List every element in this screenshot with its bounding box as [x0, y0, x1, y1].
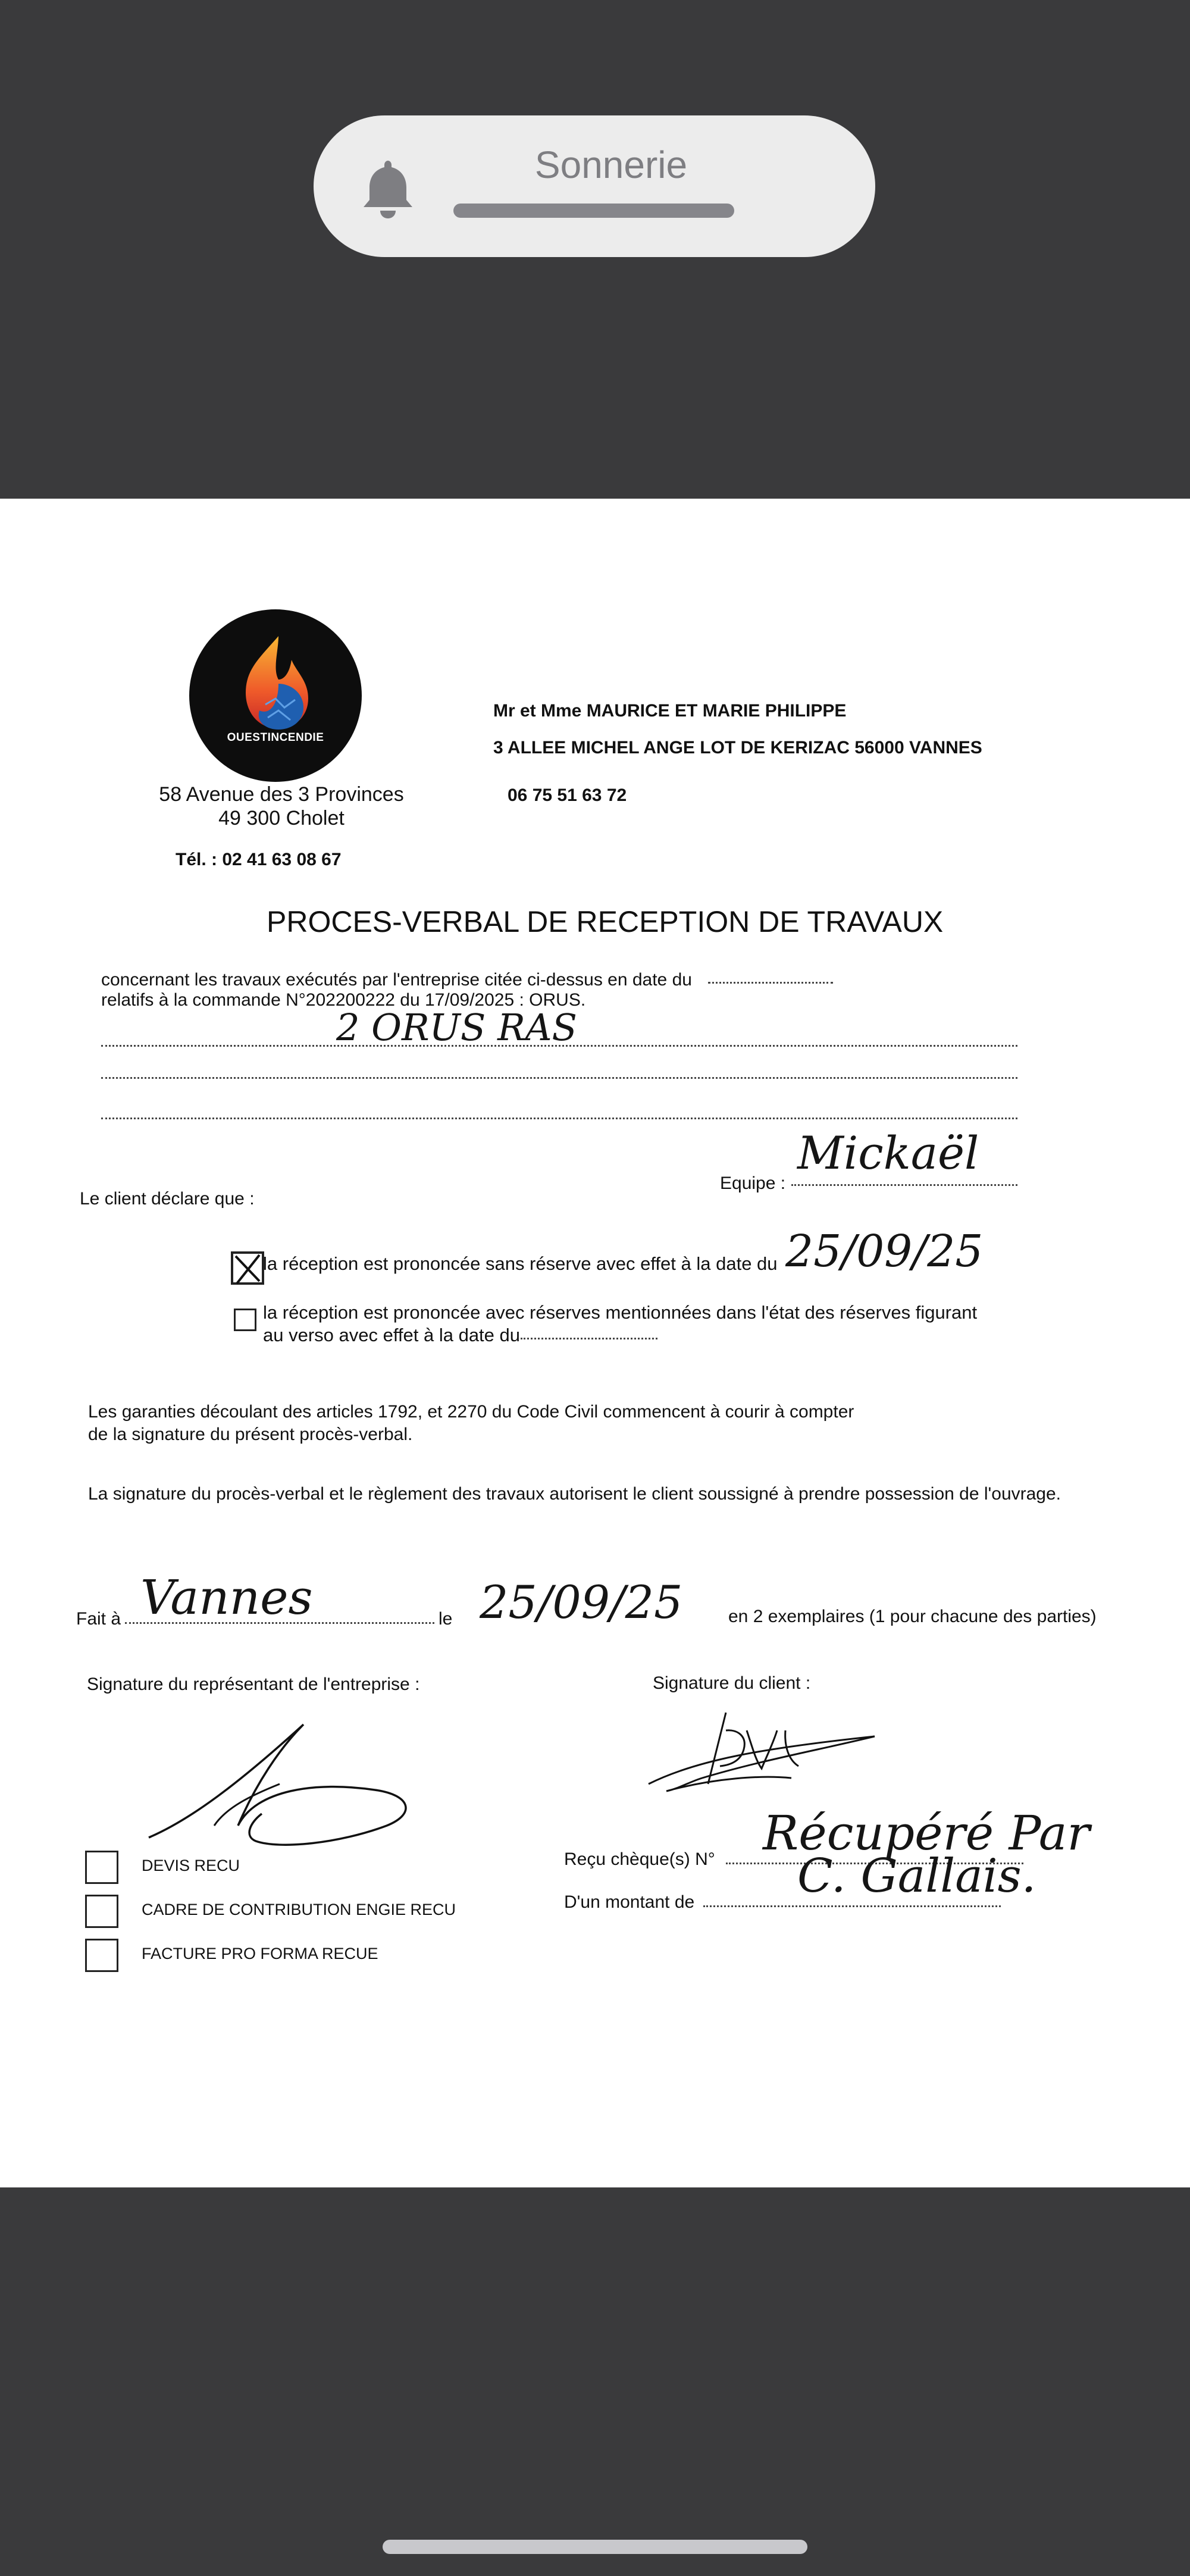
client-signature [643, 1695, 881, 1814]
checklist-label-cadre: CADRE DE CONTRIBUTION ENGIE RECU [142, 1901, 456, 1918]
company-address-line1: 58 Avenue des 3 Provinces [159, 783, 404, 806]
garanties-line1: Les garanties découlant des articles 1792, et 2270 du Code Civil commencent à courir à compter [88, 1402, 854, 1422]
possession-text: La signature du procès-verbal et le règlement des travaux autorisent le client soussigné à prendre possession de l'ouvrage. [88, 1484, 1061, 1504]
checkbox-devis-recu[interactable] [85, 1851, 118, 1884]
page-title: PROCES-VERBAL DE RECEPTION DE TRAVAUX [267, 905, 944, 938]
checkbox-cadre-contribution[interactable] [85, 1895, 118, 1928]
handwritten-works-note: 2 ORUS RAS [336, 1006, 578, 1049]
intro-line2: relatifs à la commande N°202200222 du 17/09/2025 : ORUS. [101, 990, 586, 1010]
fait-label: Fait à [76, 1609, 121, 1629]
option-sans-reserve-date: 25/09/25 [785, 1226, 984, 1277]
signature-company-label: Signature du représentant de l'entreprise : [87, 1674, 420, 1694]
logo-text: OUESTINCENDIE [227, 731, 324, 744]
ringer-volume-bar[interactable] [453, 204, 734, 218]
equipe-label: Equipe : [720, 1173, 786, 1193]
cheque-label: Reçu chèque(s) N° [564, 1849, 715, 1869]
client-address: 3 ALLEE MICHEL ANGE LOT DE KERIZAC 56000 VANNES [493, 738, 982, 758]
montant-label: D'un montant de [564, 1892, 695, 1912]
company-phone: Tél. : 02 41 63 08 67 [176, 850, 342, 869]
fait-place: Vannes [140, 1570, 313, 1625]
ringer-notification [314, 115, 875, 257]
checkbox-avec-reserves[interactable] [234, 1309, 256, 1331]
option-avec-reserves-text-line2: au verso avec effet à la date du [263, 1325, 521, 1345]
le-label: le [439, 1609, 453, 1629]
client-name: Mr et Mme MAURICE ET MARIE PHILIPPE [493, 701, 847, 721]
bell-icon [355, 156, 421, 221]
check-mark-icon [231, 1251, 264, 1285]
option-sans-reserve-text: la réception est prononcée sans réserve avec effet à la date du [263, 1253, 778, 1274]
checklist-label-facture: FACTURE PRO FORMA RECUE [142, 1945, 378, 1962]
home-indicator[interactable] [383, 2540, 807, 2554]
signature-client-label: Signature du client : [653, 1673, 811, 1693]
client-phone: 06 75 51 63 72 [508, 785, 627, 805]
client-declare-label: Le client déclare que : [80, 1189, 255, 1209]
ringer-title: Sonnerie [534, 143, 688, 186]
equipe-value: Mickaël [797, 1126, 979, 1179]
montant-value: C. Gallais. [797, 1849, 1036, 1903]
exemplaires-text: en 2 exemplaires (1 pour chacune des parties) [728, 1607, 1097, 1626]
checkbox-facture-pro-forma[interactable] [85, 1939, 118, 1972]
checklist-label-devis: DEVIS RECU [142, 1857, 240, 1874]
option-avec-reserves-text-line1: la réception est prononcée avec réserves mentionnées dans l'état des réserves figurant [263, 1302, 978, 1323]
cheque-value: Récupéré Par [763, 1805, 1090, 1861]
intro-line1: concernant les travaux exécutés par l'entreprise citée ci-dessus en date du [101, 970, 692, 990]
document-page [0, 499, 1190, 2187]
garanties-line2: de la signature du présent procès-verbal. [88, 1425, 413, 1444]
company-logo [189, 609, 362, 782]
company-address-line2: 49 300 Cholet [218, 807, 345, 830]
fait-date: 25/09/25 [480, 1576, 683, 1629]
company-signature [137, 1701, 422, 1855]
flame-icon [189, 609, 362, 782]
checkbox-sans-reserve[interactable] [231, 1251, 264, 1285]
